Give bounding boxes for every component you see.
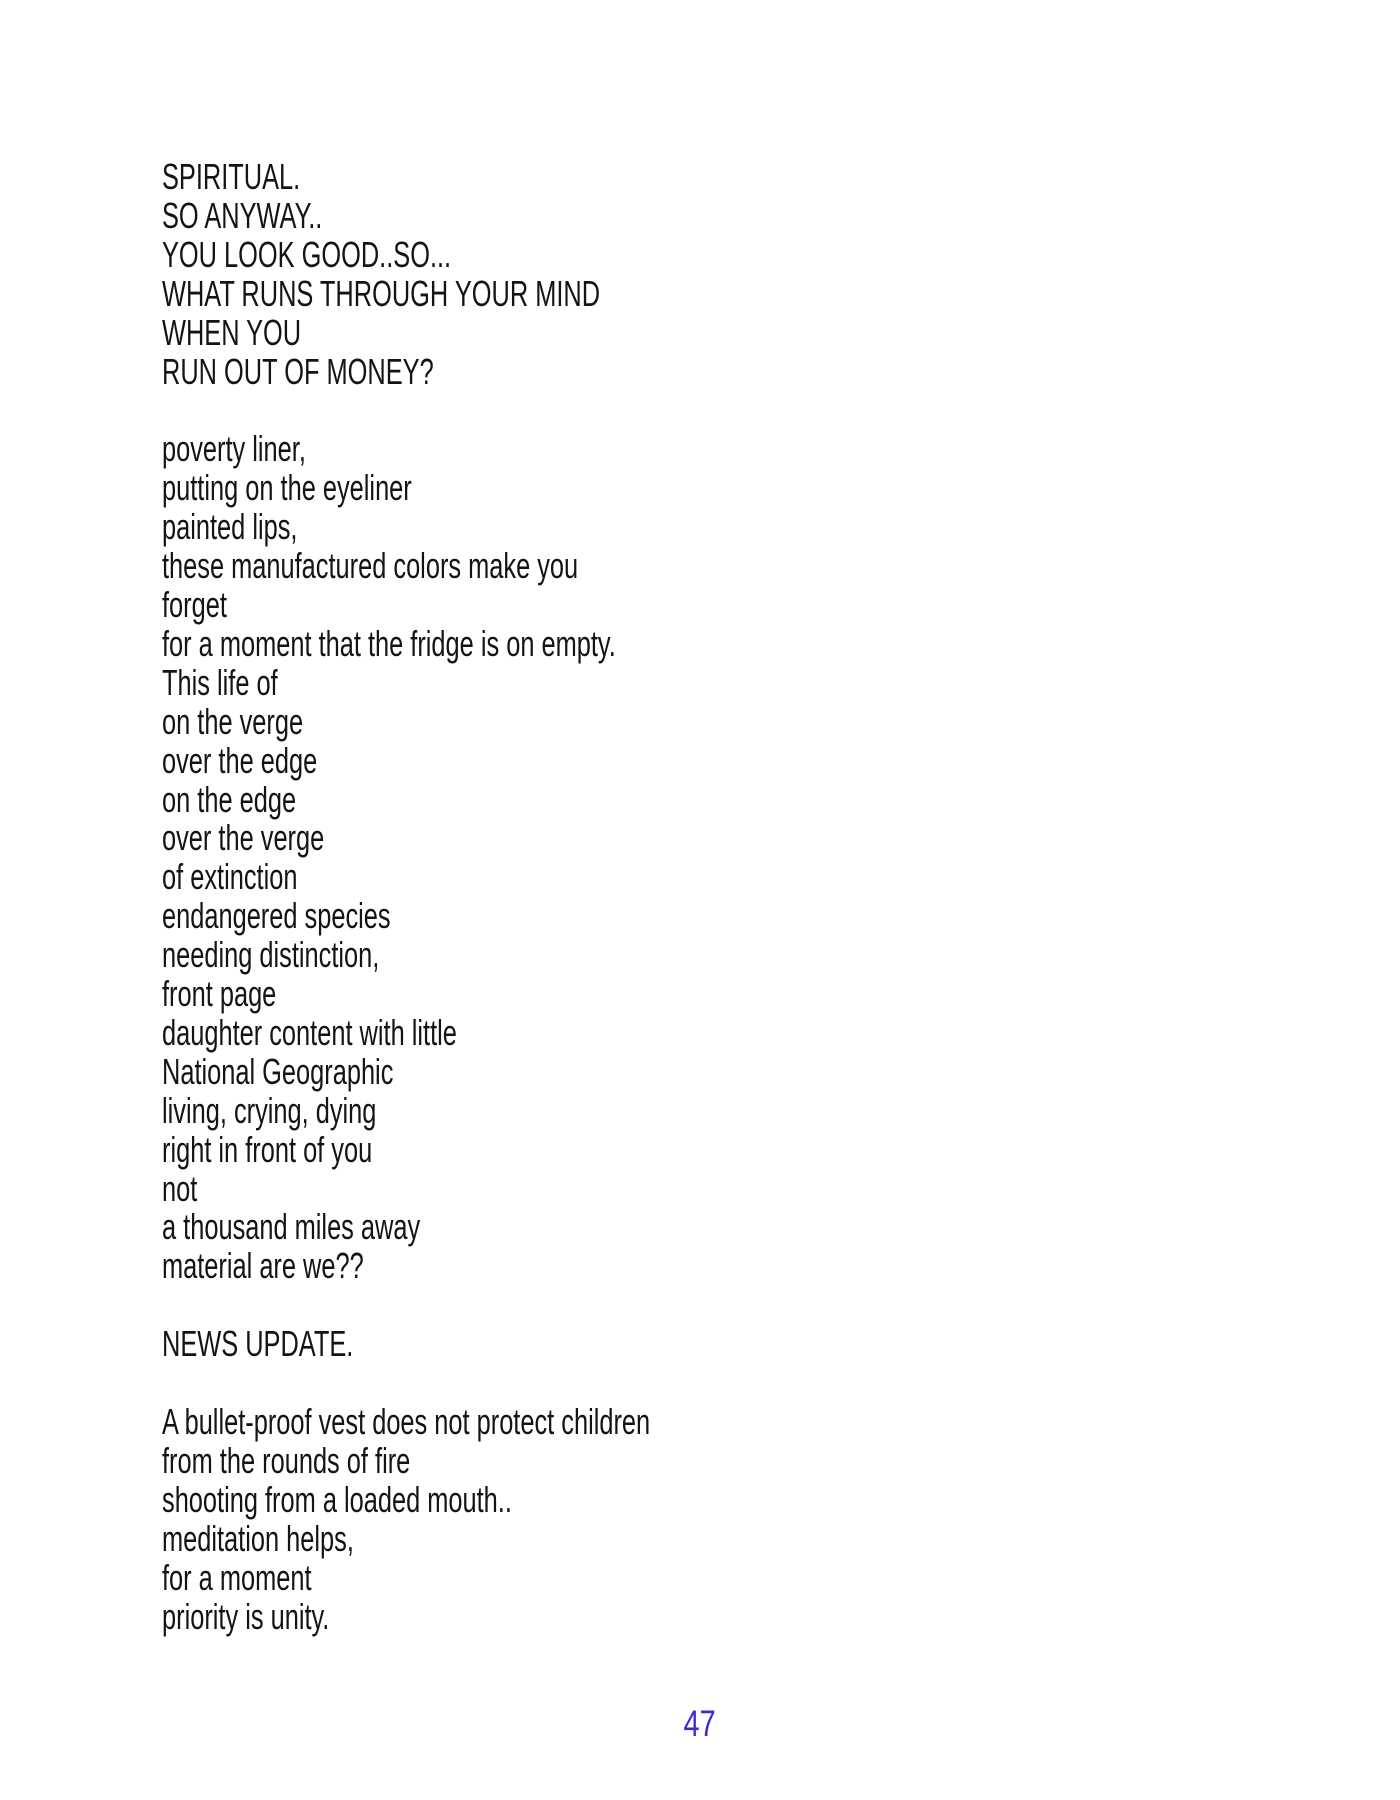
poem-line: over the edge: [162, 739, 318, 781]
poem-line: shooting from a loaded mouth..: [162, 1478, 512, 1520]
poem-line: WHAT RUNS THROUGH YOUR MIND: [162, 272, 601, 314]
poem-line: YOU LOOK GOOD..SO...: [162, 233, 452, 275]
poem-line: on the verge: [162, 700, 304, 742]
poem-line: National Geographic: [162, 1050, 394, 1092]
poem-line: a thousand miles away: [162, 1206, 421, 1248]
poem-line: front page: [162, 973, 277, 1015]
poem-line: putting on the eyeliner: [162, 467, 412, 509]
poem-line: meditation helps,: [162, 1517, 354, 1559]
poem-line: priority is unity.: [162, 1595, 330, 1637]
poem-line: from the rounds of fire: [162, 1439, 411, 1481]
poem-line: these manufactured colors make you: [162, 545, 579, 587]
poem-line: not: [162, 1167, 198, 1209]
poem-line: NEWS UPDATE.: [162, 1323, 354, 1365]
poem-line: SPIRITUAL.: [162, 156, 301, 197]
poem-line: RUN OUT OF MONEY?: [162, 350, 434, 392]
page-number: 47: [683, 1703, 717, 1744]
poem-body: [162, 158, 650, 1636]
poem-line: for a moment: [162, 1556, 312, 1598]
poem-line: over the verge: [162, 817, 325, 859]
poem-line: of extinction: [162, 856, 298, 898]
poem-line: material are we??: [162, 1245, 364, 1287]
poem-line: WHEN YOU: [162, 311, 302, 353]
poem-line: poverty liner,: [162, 428, 306, 470]
poem-line: needing distinction,: [162, 934, 380, 976]
poem-line: forget: [162, 583, 227, 625]
poem-line: right in front of you: [162, 1128, 373, 1170]
poem-line: This life of: [162, 661, 278, 703]
poem-line: living, crying, dying: [162, 1089, 377, 1131]
poem-line: SO ANYWAY..: [162, 194, 323, 236]
page-footer: [0, 1704, 1400, 1744]
poem-line: daughter content with little: [162, 1011, 457, 1053]
poem-line: A bullet-proof vest does not protect children: [162, 1401, 651, 1442]
poem-line: endangered species: [162, 895, 391, 937]
poem-line: for a moment that the fridge is on empty.: [162, 622, 616, 664]
poem-line: painted lips,: [162, 506, 298, 548]
poem-line: on the edge: [162, 778, 297, 820]
